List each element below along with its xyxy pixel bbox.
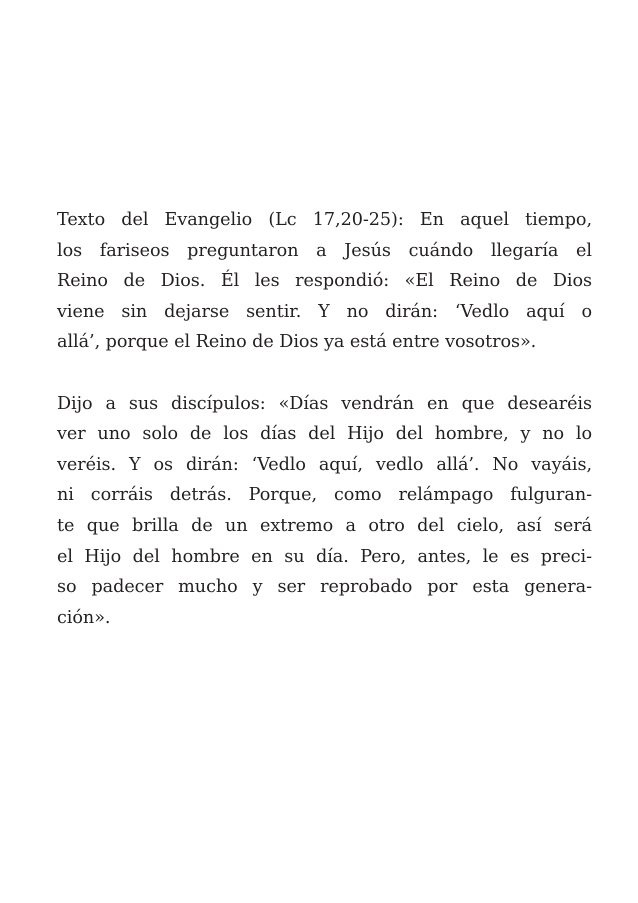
text-line: Reino de Dios. Él les respondió: «El Reino de Dios bbox=[57, 271, 592, 292]
text-line: Texto del Evangelio (Lc 17,20-25): En aquel tiempo, bbox=[57, 210, 592, 230]
text-line: Dijo a sus discípulos: «Días vendrán en que desearéis bbox=[57, 393, 592, 414]
paragraph-1 bbox=[57, 205, 592, 358]
text-line: ver uno solo de los días del Hijo del hombre, y no lo bbox=[57, 424, 592, 445]
text-line: ni corráis detrás. Porque, como relámpago fulguran- bbox=[57, 485, 592, 506]
text-line: viene sin dejarse sentir. Y no dirán: ‘Vedlo aquí o bbox=[57, 301, 592, 322]
text-line: so padecer mucho y ser reprobado por esta genera- bbox=[57, 577, 592, 598]
text-line: te que brilla de un extremo a otro del cielo, así será bbox=[57, 515, 592, 536]
text-line: ción». bbox=[57, 607, 111, 628]
paragraph-spacer bbox=[57, 358, 592, 389]
text-line: allá’, porque el Reino de Dios ya está entre vosotros». bbox=[57, 332, 537, 353]
text-line: los fariseos preguntaron a Jesús cuándo llegaría el bbox=[57, 240, 592, 261]
text-line: el Hijo del hombre en su día. Pero, antes, le es preci- bbox=[57, 546, 592, 567]
text-line: veréis. Y os dirán: ‘Vedlo aquí, vedlo allá’. No vayáis, bbox=[57, 454, 592, 475]
gospel-text bbox=[57, 205, 592, 633]
paragraph-2 bbox=[57, 389, 592, 634]
